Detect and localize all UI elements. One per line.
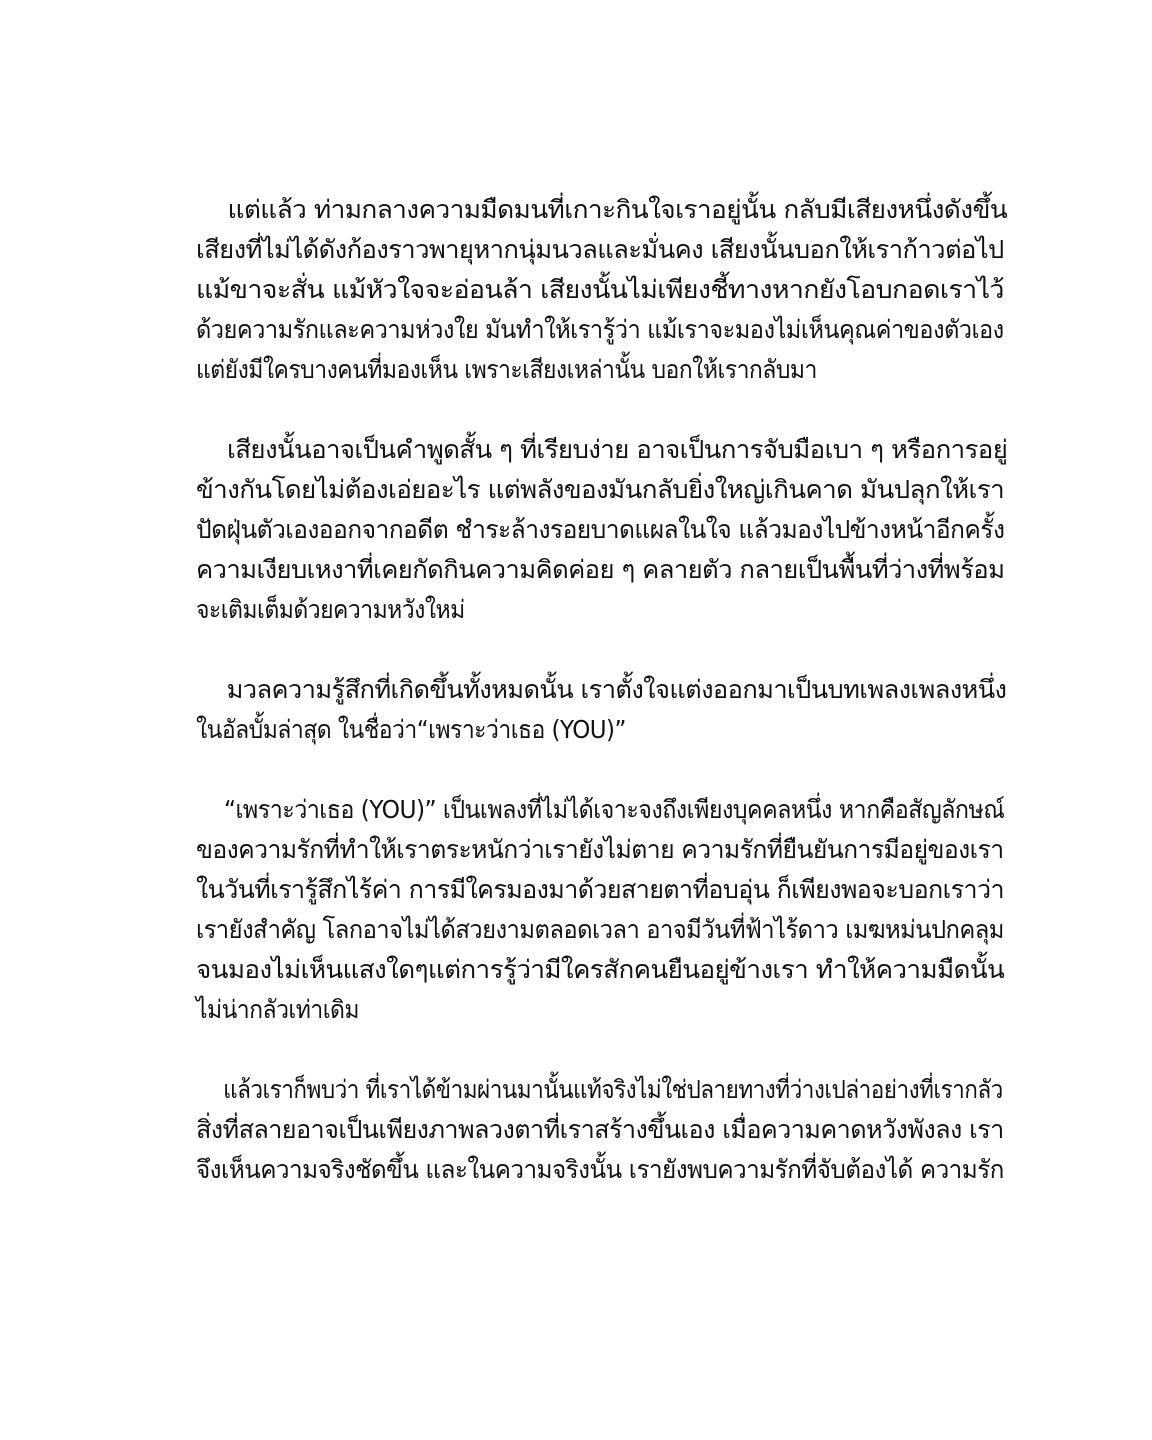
text-line: จนมองไม่เห็นแสงใดๆแต่การรู้ว่ามีใครสักคนยืนอยู่ข้างเรา ทำให้ความมืดนั้น [196,955,1005,984]
text-line: ความเงียบเหงาที่เคยกัดกินความคิดค่อย ๆ คลายตัว กลายเป็นพื้นที่ว่างที่พร้อม [196,555,1005,584]
paragraph-1 [196,190,1006,390]
text-line: ปัดฝุ่นตัวเองออกจากอดีต ชำระล้างรอยบาดแผลในใจ แล้วมองไปข้างหน้าอีกครั้ง [196,515,1005,544]
text-line: ของความรักที่ทำให้เราตระหนักว่าเรายังไม่ตาย ความรักที่ยืนยันการมีอยู่ของเรา [196,835,1004,864]
paragraph-4 [196,790,1006,1030]
text-line: เสียงนั้นอาจเป็นคำพูดสั้น ๆ ที่เรียบง่าย อาจเป็นการจับมือเบา ๆ หรือการอยู่ [227,435,1008,464]
paragraph-3 [196,670,1006,750]
paragraph-2 [196,430,1006,630]
document-page [196,190,1006,1230]
text-line: จึงเห็นความจริงชัดขึ้น และในความจริงนั้น เรายังพบความรักที่จับต้องได้ ความรัก [196,1155,1004,1184]
text-line: สิ่งที่สลายอาจเป็นเพียงภาพลวงตาที่เราสร้างขึ้นเอง เมื่อความคาดหวังพังลง เรา [196,1115,1004,1144]
text-line: ข้างกันโดยไม่ต้องเอ่ยอะไร แต่พลังของมันกลับยิ่งใหญ่เกินคาด มันปลุกให้เรา [196,475,1005,504]
text-line: แม้ขาจะสั่น แม้หัวใจจะอ่อนล้า เสียงนั้นไม่เพียงชี้ทางหากยังโอบกอดเราไว้ [196,275,1004,304]
text-line: จะเติมเต็มด้วยความหวังใหม่ [196,595,465,624]
text-line: ไม่น่ากลัวเท่าเดิม [196,995,360,1024]
text-line: มวลความรู้สึกที่เกิดขึ้นทั้งหมดนั้น เราตั้งใจแต่งออกมาเป็นบทเพลงเพลงหนึ่ง [226,675,1007,704]
text-line: ด้วยความรักและความห่วงใย มันทำให้เรารู้ว่า แม้เราจะมองไม่เห็นคุณค่าของตัวเอง [196,315,1004,344]
text-line: ในอัลบั้มล่าสุด ในชื่อว่า“เพราะว่าเธอ (YOU)” [196,715,626,744]
text-line: แต่แล้ว ท่ามกลางความมืดมนที่เกาะกินใจเราอยู่นั้น กลับมีเสียงหนึ่งดังขึ้น [227,195,1008,224]
text-line: “เพราะว่าเธอ (YOU)” เป็นเพลงที่ไม่ได้เจาะจงถึงเพียงบุคคลหนึ่ง หากคือสัญลักษณ์ [223,795,1005,824]
text-line: เสียงที่ไม่ได้ดังก้องราวพายุหากนุ่มนวลและมั่นคง เสียงนั้นบอกให้เราก้าวต่อไป [196,235,1004,264]
paragraph-5 [196,1070,1006,1190]
text-line: แต่ยังมีใครบางคนที่มองเห็น เพราะเสียงเหล่านั้น บอกให้เรากลับมา [196,355,817,384]
text-line: แล้วเราก็พบว่า ที่เราได้ข้ามผ่านมานั้นแท้จริงไม่ใช่ปลายทางที่ว่างเปล่าอย่างที่เรากลัว [223,1075,1003,1104]
text-line: เรายังสำคัญ โลกอาจไม่ได้สวยงามตลอดเวลา อาจมีวันที่ฟ้าไร้ดาว เมฆหม่นปกคลุม [196,915,1004,944]
text-line: ในวันที่เรารู้สึกไร้ค่า การมีใครมองมาด้วยสายตาที่อบอุ่น ก็เพียงพอจะบอกเราว่า [196,875,1004,904]
